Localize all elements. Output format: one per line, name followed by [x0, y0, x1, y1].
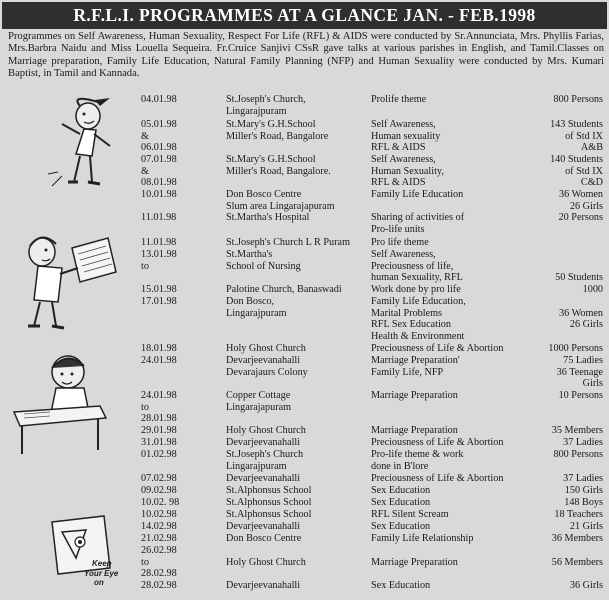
row-participants: 36 Girls — [569, 580, 603, 591]
row-programme: RFL Silent Scream — [371, 509, 449, 520]
row-programme: Preciousness of Life & Abortion — [371, 473, 504, 484]
row-participants: 150 Girls — [564, 485, 603, 496]
row-date: 24.01.98 to 28.01.98 — [141, 390, 177, 425]
row-participants: 35 Members — [551, 425, 603, 436]
row-date: 10.01.98 — [141, 189, 177, 200]
row-participants: 1000 Persons — [548, 343, 603, 354]
row-date: 24.01.98 — [141, 355, 177, 366]
row-date: 13.01.98 to 15.01.98 — [141, 249, 177, 295]
row-place: Devarjeevanahalli — [226, 580, 301, 591]
row-date: 04.01.98 — [141, 94, 177, 105]
row-place: Devarjeevanahalli — [226, 473, 301, 484]
row-date: 18.01.98 — [141, 343, 177, 354]
row-date: 05.01.98 & 06.01.98 — [141, 119, 177, 154]
row-programme: Family Life Education, Marital Problems RFL Sex Education Health & Environment — [371, 296, 466, 342]
row-date: 26.02.98 to 28.02.98 — [141, 545, 177, 580]
row-participants: 37 Ladies — [563, 437, 603, 448]
row-participants: 143 Students of Std IX A&B — [550, 119, 603, 154]
row-place: Don Bosco Centre — [226, 533, 302, 544]
row-date: 10.02.98 — [141, 509, 177, 520]
row-date: 01.02.98 — [141, 449, 177, 460]
row-place: St.Joseph's Church Lingarajpuram — [226, 449, 304, 472]
row-programme: Family Life Relationship — [371, 533, 474, 544]
row-programme: Marriage Preparation — [371, 390, 458, 401]
row-programme: Self Awareness, Human sexuality RFL & AIDS — [371, 119, 441, 154]
row-place: St.Alphonsus School — [226, 497, 312, 508]
row-programme: Family Life Education — [371, 189, 464, 200]
row-place: St.Martha's School of Nursing — [226, 249, 301, 272]
row-date: 09.02.98 — [141, 485, 177, 496]
row-programme: Self Awareness, Human Sexuality, RFL & AIDS — [371, 154, 444, 189]
row-date: 17.01.98 — [141, 296, 177, 307]
row-place: St.Alphonsus School — [226, 485, 312, 496]
row-participants: 140 Students of Std IX C&D — [550, 154, 603, 189]
row-date: 07.02.98 — [141, 473, 177, 484]
row-programme: Sex Education — [371, 521, 431, 532]
row-programme: Preciousness of Life & Abortion — [371, 437, 504, 448]
row-place: Copper Cottage Lingarajapuram — [226, 390, 292, 413]
row-participants: 18 Teachers — [554, 509, 603, 520]
row-programme: Self Awareness, Preciousness of life, human Sexuality, RFL — [371, 249, 463, 284]
row-participants: 56 Members — [551, 556, 603, 568]
row-place: St.Mary's G.H.School Miller's Road, Bangalore. — [226, 154, 331, 177]
row-participants: 75 Ladies 36 Teenage Girls — [556, 355, 603, 390]
row-date: 11.01.98 — [141, 237, 177, 248]
row-programme: Prolife theme — [371, 94, 427, 105]
row-participants: 1000 — [582, 284, 603, 295]
row-participants: 21 Girls — [569, 521, 603, 532]
row-programme: Marriage Preparation' Family Life, NFP — [371, 355, 460, 378]
row-programme: Sex Education — [371, 485, 431, 496]
row-date: 31.01.98 — [141, 437, 177, 448]
row-programme: Marriage Preparation — [371, 425, 458, 436]
row-programme: Preciousness of Life & Abortion — [371, 343, 504, 354]
row-place: St.Mary's G.H.School Miller's Road, Bangalore — [226, 119, 329, 142]
row-participants: 10 Persons — [558, 390, 603, 401]
row-participants: 800 Persons — [553, 449, 603, 460]
row-place: Devarjeevanahalli Devarajaurs Colony — [226, 355, 308, 378]
sticker-text-2: Your Eye — [84, 569, 119, 578]
row-place: Don Bosco, Lingarajpuram — [226, 296, 287, 319]
row-date: 07.01.98 & 08.01.98 — [141, 154, 177, 189]
row-place: Palotine Church, Banaswadi — [226, 284, 342, 295]
row-programme: Sex Education — [371, 580, 431, 591]
sticker-text-1: Keep — [92, 559, 112, 568]
row-date: 10.02. 98 — [141, 497, 180, 508]
row-place: St.Joseph's Church L R Puram — [226, 237, 350, 248]
row-programme: Marriage Preparation — [371, 556, 458, 568]
row-participants: 36 Women 26 Girls — [559, 189, 603, 212]
row-programme: Sex Education — [371, 497, 431, 508]
row-participants: 800 Persons — [553, 94, 603, 105]
row-date: 28.02.98 — [141, 580, 177, 591]
row-participants: 37 Ladies — [563, 473, 603, 484]
row-place: St.Joseph's Church, Lingarajpuram — [226, 94, 306, 117]
row-date: 14.02.98 — [141, 521, 177, 532]
row-place: Holy Ghost Church — [226, 343, 306, 354]
row-programme: Work done by pro life — [371, 284, 461, 295]
row-place: Holy Ghost Church — [226, 425, 306, 436]
row-participants: 50 Students — [555, 272, 603, 284]
row-participants: 36 Members — [551, 533, 603, 544]
row-participants: 36 Women 26 Girls — [559, 307, 603, 331]
row-programme: Sharing of activities of Pro-life units — [371, 212, 465, 235]
row-participants: 20 Persons — [558, 212, 603, 223]
row-place: Holy Ghost Church — [226, 556, 306, 568]
row-participants: 148 Boys — [564, 497, 603, 508]
page-title: R.F.L.I. PROGRAMMES AT A GLANCE JAN. - FEB.1998 — [2, 2, 607, 29]
intro-paragraph: Programmes on Self Awareness, Human Sexuality, Respect For Life (RFL) & AIDS were conducted by Sr.Annunciata, Mrs. Phyllis Farias, Mrs.Barbra Naidu and Miss Louella Sequeira. Fr.Cruice Sanjivi CSsR gave talks at various parishes in English, and Tamil.Classes on Marriage preparation, Family Life Education, Natural Family Planning (NFP) and Human Sexuality were conducted by Mrs. Kumari Baptist, in Tamil and Kannada. — [8, 31, 604, 79]
row-date: 11.01.98 — [141, 212, 177, 223]
sticker-text-3: on — [94, 578, 104, 587]
row-place: St.Alphonsus School — [226, 509, 312, 520]
row-date: 29.01.98 — [141, 425, 177, 436]
row-place: St.Martha's Hospital — [226, 212, 310, 223]
row-date: 21.02.98 — [141, 533, 177, 544]
row-programme: Pro life theme — [371, 237, 429, 248]
row-place: Devarjeevanahalli — [226, 521, 301, 532]
row-place: Don Bosco Centre Slum area Lingarajapuram — [226, 189, 335, 212]
row-place: Devarjeevanahalli — [226, 437, 301, 448]
row-programme: Pro-life theme & work done in B'lore — [371, 449, 464, 472]
